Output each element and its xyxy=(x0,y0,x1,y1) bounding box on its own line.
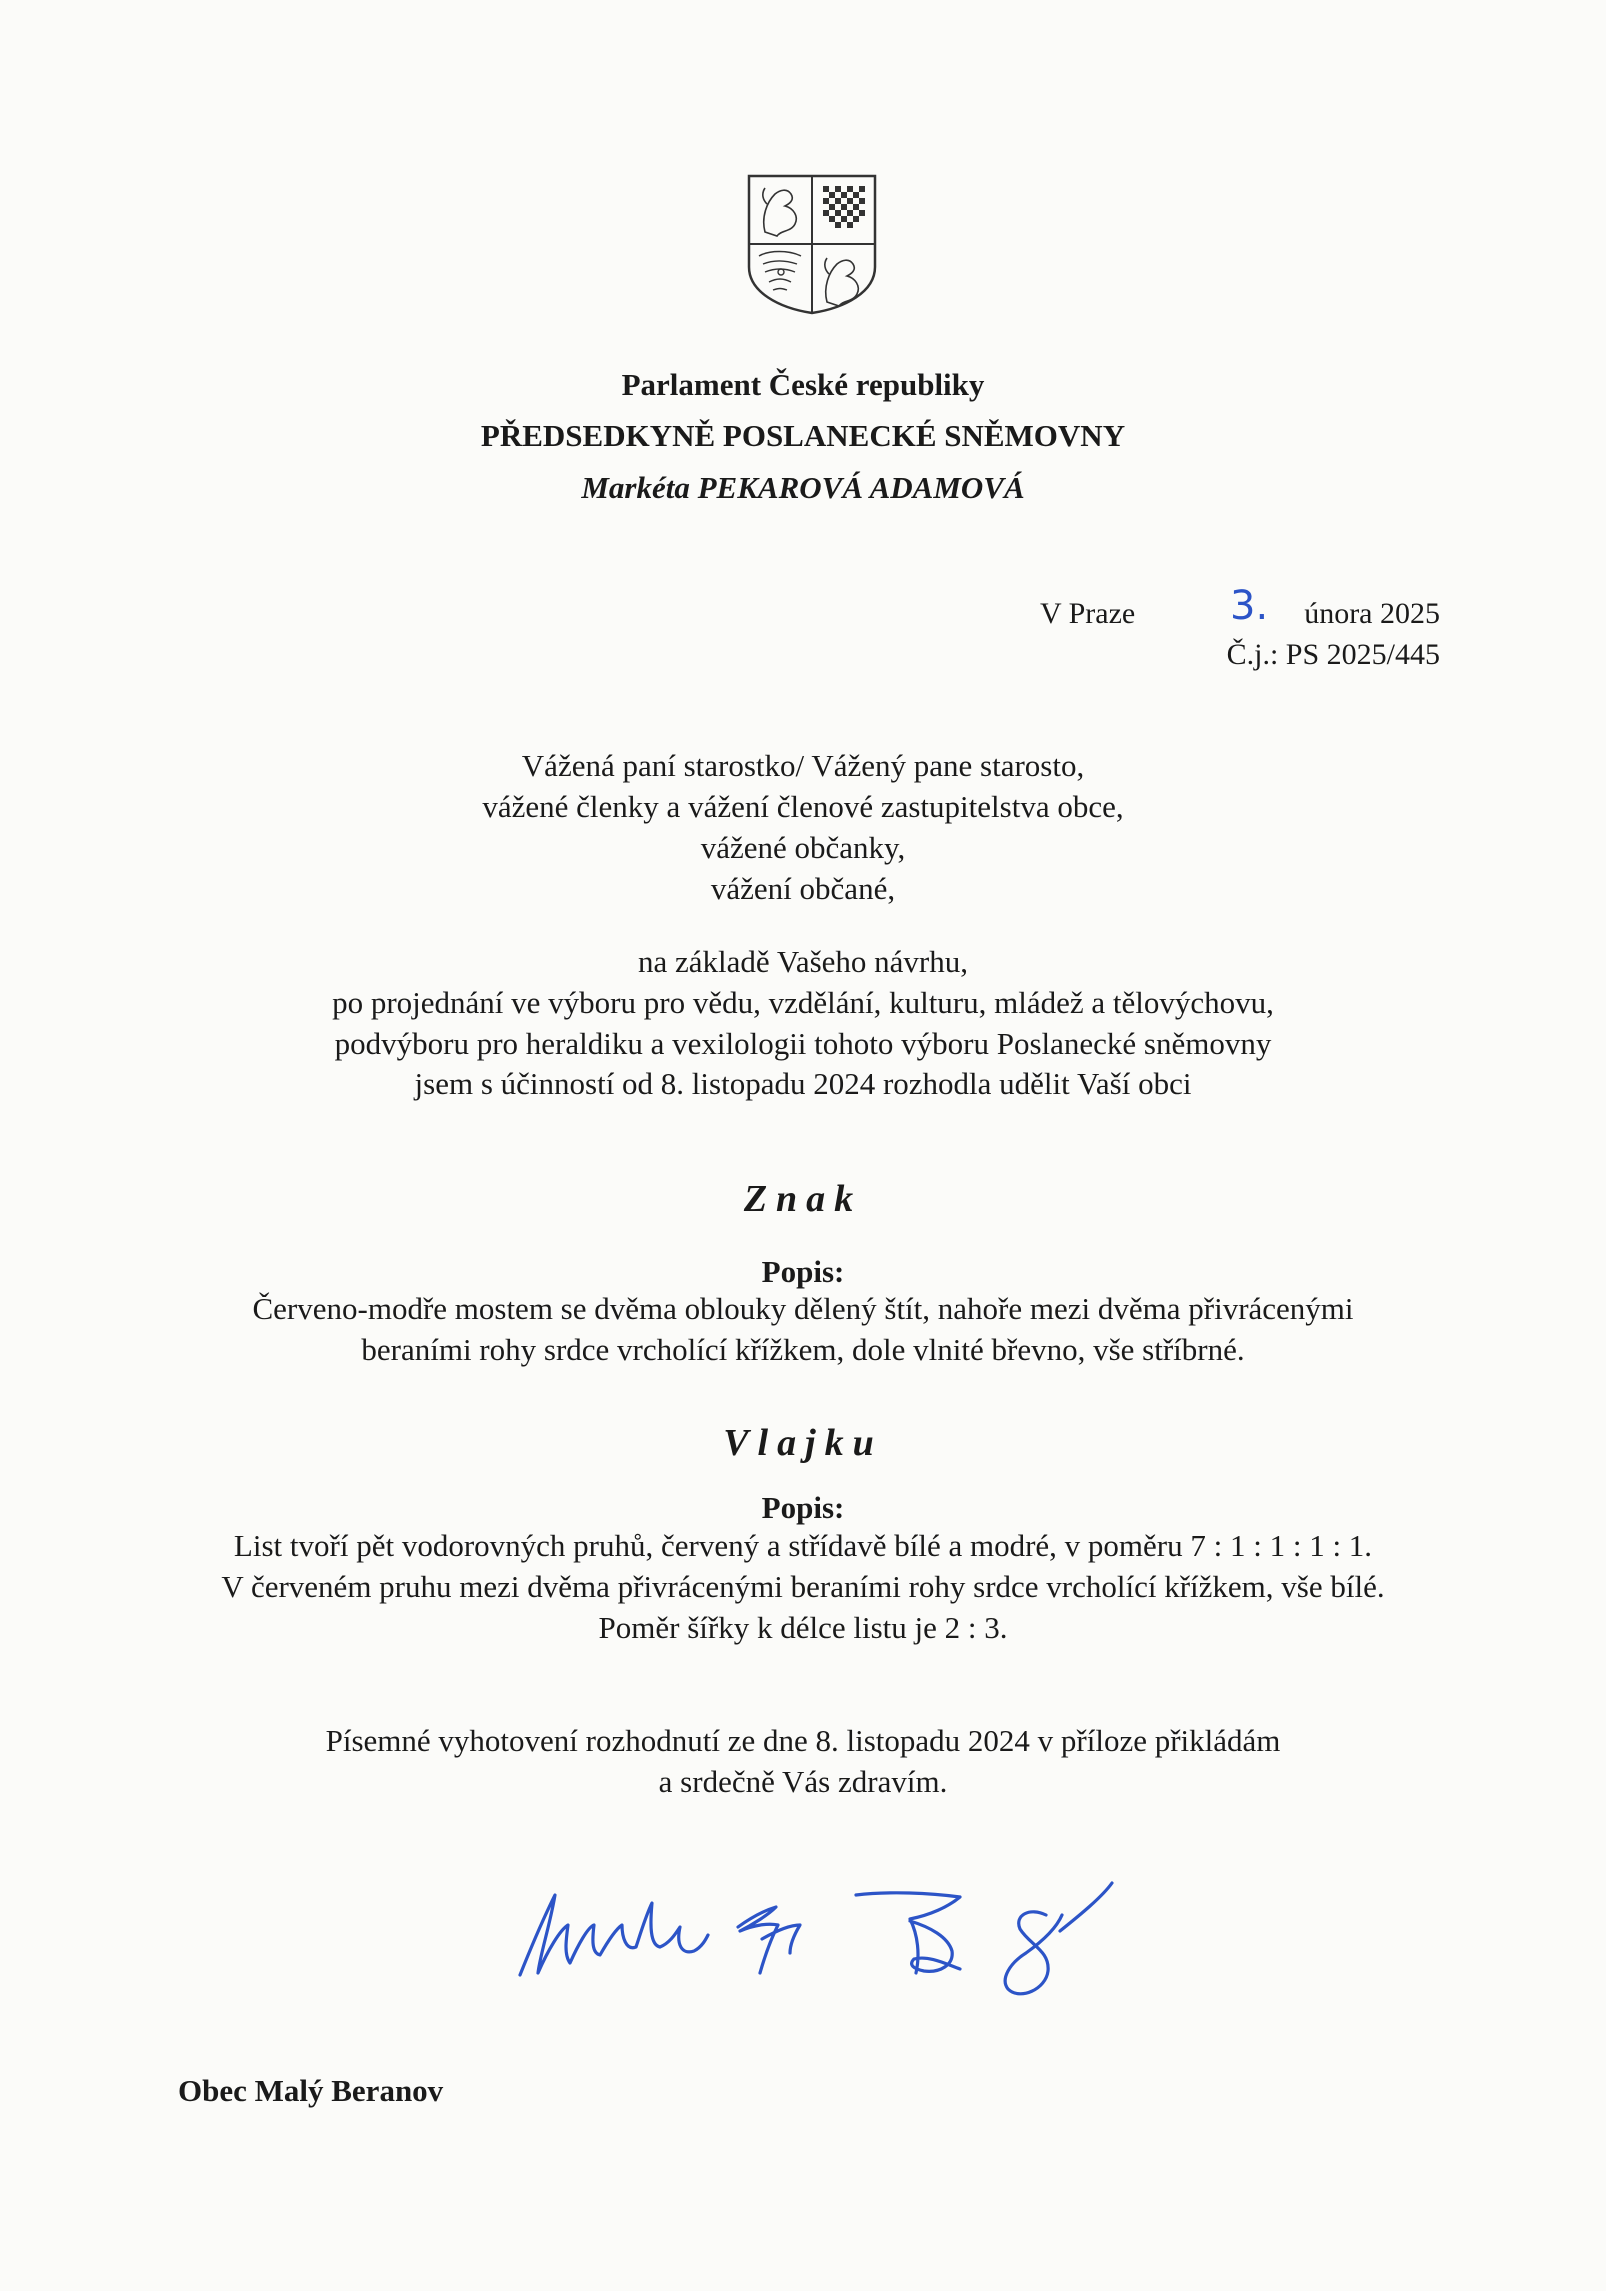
salutation-line-2: vážené členky a vážení členové zastupitelstva obce, xyxy=(482,789,1124,824)
vlajka-text-line-3: Poměr šířky k délce listu je 2 : 3. xyxy=(598,1610,1008,1645)
coat-of-arms-emblem xyxy=(745,172,879,317)
handwritten-day: 3. xyxy=(1230,583,1269,629)
znak-heading: Znak xyxy=(743,1178,863,1220)
date-month-year: února 2025 xyxy=(1304,597,1440,630)
intro-line-4: jsem s účinností od 8. listopadu 2024 rozhodla udělit Vaší obci xyxy=(414,1066,1192,1101)
znak-popis-label: Popis: xyxy=(761,1254,845,1289)
salutation-line-1: Vážená paní starostko/ Vážený pane starosto, xyxy=(521,748,1085,783)
intro-line-3: podvýboru pro heraldiku a vexilologii tohoto výboru Poslanecké sněmovny xyxy=(334,1026,1272,1061)
office-title: PŘEDSEDKYNĚ POSLANECKÉ SNĚMOVNY xyxy=(480,418,1126,453)
closing-line-1: Písemné vyhotovení rozhodnutí ze dne 8. listopadu 2024 v příloze přikládám xyxy=(325,1723,1281,1758)
institution-name: Parlament České republiky xyxy=(621,367,985,402)
vlajka-text-line-2: V červeném pruhu mezi dvěma přivrácenými beraními rohy srdce vrcholící křížkem, vše bílé. xyxy=(221,1569,1385,1604)
znak-text-line-2: beraními rohy srdce vrcholící křížkem, dole vlnité břevno, vše stříbrné. xyxy=(361,1332,1245,1367)
salutation-line-3: vážené občanky, xyxy=(700,830,906,865)
vlajka-popis-label: Popis: xyxy=(761,1490,845,1525)
vlajka-text-line-1: List tvoří pět vodorovných pruhů, červený a střídavě bílé a modré, v poměru 7 : 1 : 1 : 1 : 1. xyxy=(233,1528,1373,1563)
sender-name: Markéta PEKAROVÁ ADAMOVÁ xyxy=(581,470,1025,505)
intro-line-1: na základě Vašeho návrhu, xyxy=(638,944,968,979)
addressee: Obec Malý Beranov xyxy=(178,2073,444,2108)
salutation-line-4: vážení občané, xyxy=(710,871,896,906)
vlajka-heading: Vlajku xyxy=(723,1422,883,1464)
handwritten-signature xyxy=(490,1855,1170,2015)
date-place: V Praze xyxy=(1040,597,1136,630)
closing-line-2: a srdečně Vás zdravím. xyxy=(658,1764,948,1799)
znak-text-line-1: Červeno-modře mostem se dvěma oblouky dělený štít, nahoře mezi dvěma přivrácenými xyxy=(252,1291,1354,1326)
intro-line-2: po projednání ve výboru pro vědu, vzdělání, kulturu, mládež a tělovýchovu, xyxy=(332,985,1274,1020)
reference-number: Č.j.: PS 2025/445 xyxy=(1226,638,1440,671)
